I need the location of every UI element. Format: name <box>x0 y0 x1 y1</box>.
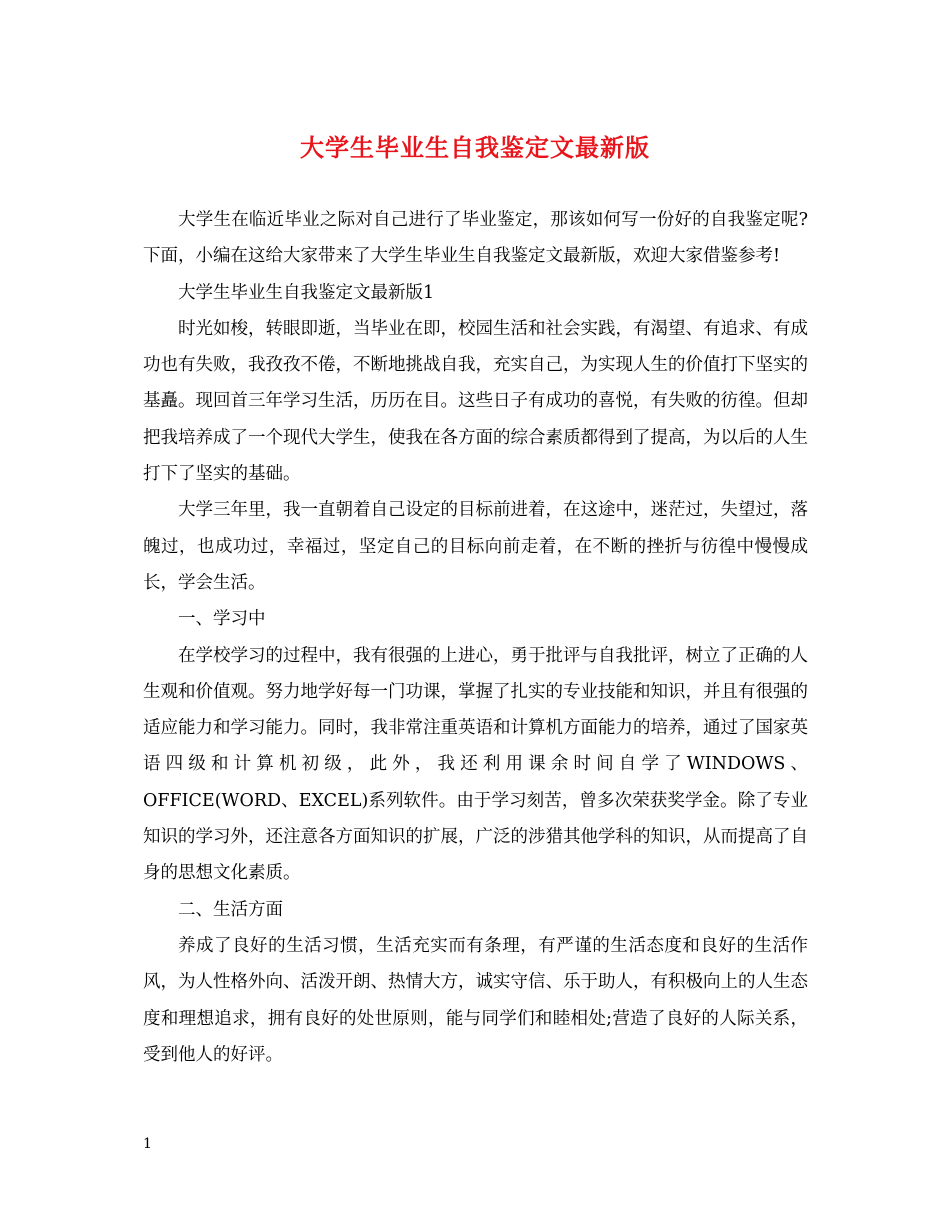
body-paragraph: 在学校学习的过程中，我有很强的上进心，勇于批评与自我批评，树立了正确的人生观和价值观。努力地学好每一门功课，掌握了扎实的专业技能和知识，并且有很强的适应能力和学习能力。同时，我非常注重英语和计算机方面能力的培养，通过了国家英语四级和计算机初级，此外，我还利用课余时间自学了WINDOWS、OFFICE(WORD、EXCEL)系列软件。由于学习刻苦，曾多次荣获奖学金。除了专业知识的学习外，还注意各方面知识的扩展，广泛的涉猎其他学科的知识，从而提高了自身的思想文化素质。 <box>143 645 808 884</box>
subheading-life: 二、生活方面 <box>178 899 283 920</box>
body-paragraph: 大学三年里，我一直朝着自己设定的目标前进着，在这途中，迷茫过，失望过，落魄过，也成功过，幸福过，坚定自己的目标向前走着，在不断的挫折与彷徨中慢慢成长，学会生活。 <box>143 500 808 593</box>
section-heading-1: 大学生毕业生自我鉴定文最新版1 <box>178 282 435 303</box>
intro-paragraph: 大学生在临近毕业之际对自己进行了毕业鉴定，那该如何写一份好的自我鉴定呢?下面，小编在这给大家带来了大学生毕业生自我鉴定文最新版，欢迎大家借鉴参考! <box>143 210 808 267</box>
page-number: 1 <box>143 1136 152 1152</box>
document-body <box>143 202 808 1073</box>
body-paragraph: 养成了良好的生活习惯，生活充实而有条理，有严谨的生活态度和良好的生活作风，为人性格外向、活泼开朗、热情大方，诚实守信、乐于助人，有积极向上的人生态度和理想追求，拥有良好的处世原则，能与同学们和睦相处;营造了良好的人际关系，受到他人的好评。 <box>143 935 808 1065</box>
document-title: 大学生毕业生自我鉴定文最新版 <box>300 134 650 162</box>
body-paragraph: 时光如梭，转眼即逝，当毕业在即，校园生活和社会实践，有渴望、有追求、有成功也有失败，我孜孜不倦，不断地挑战自我，充实自己，为实现人生的价值打下坚实的基矗。现回首三年学习生活，历历在目。这些日子有成功的喜悦，有失败的彷徨。但却把我培养成了一个现代大学生，使我在各方面的综合素质都得到了提高，为以后的人生打下了坚实的基础。 <box>143 318 808 485</box>
subheading-study: 一、学习中 <box>178 609 266 630</box>
